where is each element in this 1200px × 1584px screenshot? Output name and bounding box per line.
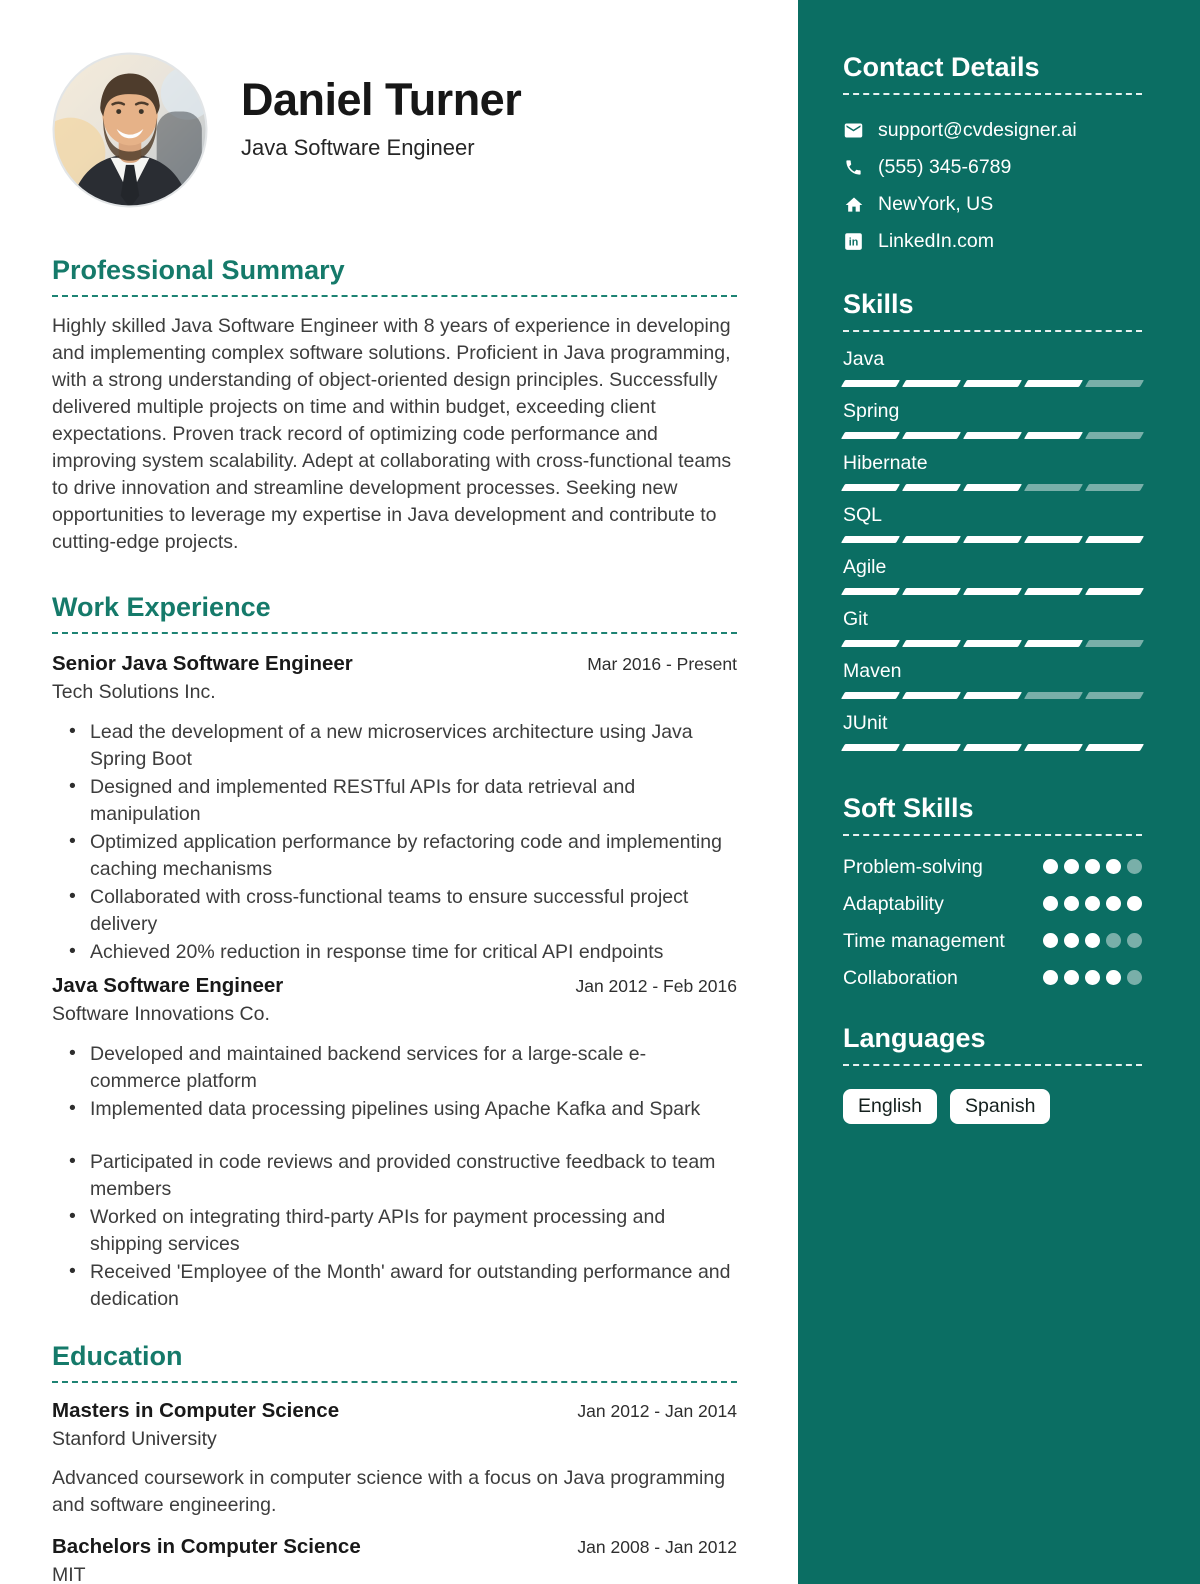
job-bullet-list <box>52 1041 737 1313</box>
skill-level-bar <box>843 484 1142 491</box>
soft-skill-rating <box>1043 965 1142 985</box>
skill-row <box>843 504 1142 543</box>
contact-list <box>843 119 1142 253</box>
language-pill-spanish: Spanish <box>950 1089 1050 1124</box>
job-entry <box>52 652 737 966</box>
job-bullet: • Worked on integrating third-party APIs for payment processing and shipping services <box>69 1204 737 1258</box>
education-dates: Jan 2012 - Jan 2014 <box>577 1401 737 1421</box>
education-header <box>52 1399 737 1423</box>
skill-name: Hibernate <box>843 452 928 474</box>
job-bullet: • Developed and maintained backend services for a large-scale e-commerce platform <box>69 1041 737 1095</box>
soft-skill-rating <box>1043 928 1142 948</box>
job-bullet: • Received 'Employee of the Month' award for outstanding performance and dedication <box>69 1259 737 1313</box>
skill-level-bar <box>843 380 1142 387</box>
soft-skill-name: Collaboration <box>843 967 958 989</box>
education-degree: Bachelors in Computer Science <box>52 1535 361 1558</box>
skill-row <box>843 452 1142 491</box>
skill-row <box>843 660 1142 699</box>
summary-text: Highly skilled Java Software Engineer with 8 years of experience in developing and implementing complex software solutions. Proficient in Java programming, with a strong understanding of object-oriented design principles. Successfully delivered multiple projects on time and within budget, exceeding client expectations. Proven track record of optimizing code performance and improving system scalability. Adept at collaborating with cross-functional teams to drive innovation and streamline development processes. Seeking new opportunities to leverage my expertise in Java development and contribute to cutting-edge projects. <box>52 315 732 553</box>
contact-email-text: support@cvdesigner.ai <box>878 119 1077 141</box>
education-degree: Masters in Computer Science <box>52 1399 340 1422</box>
job-dates: Mar 2016 - Present <box>587 654 737 674</box>
education-dates: Jan 2008 - Jan 2012 <box>577 1537 737 1557</box>
language-list <box>843 1089 1142 1124</box>
person-title: Java Software Engineer <box>241 135 475 161</box>
resume-header <box>52 52 737 208</box>
job-company: Tech Solutions Inc. <box>52 681 216 703</box>
skill-row <box>843 400 1142 439</box>
skills-heading: Skills <box>843 289 1142 332</box>
soft-skill-name: Problem-solving <box>843 856 983 878</box>
soft-skill-name: Time management <box>843 930 1005 952</box>
skill-name: SQL <box>843 504 883 526</box>
identity-block <box>241 52 521 161</box>
work-heading: Work Experience <box>52 592 737 634</box>
email-icon <box>843 120 864 141</box>
soft-skill-row <box>843 854 1142 880</box>
soft-skill-rating <box>1043 891 1142 911</box>
soft-skill-name: Adaptability <box>843 893 944 915</box>
job-bullet: • Achieved 20% reduction in response time for critical API endpoints <box>69 939 737 966</box>
contact-heading: Contact Details <box>843 52 1142 95</box>
education-entry <box>52 1535 737 1584</box>
skill-row <box>843 556 1142 595</box>
job-header <box>52 652 737 676</box>
skill-name: Java <box>843 348 885 370</box>
linkedin-icon <box>843 231 864 252</box>
skill-name: Spring <box>843 400 900 422</box>
job-entry <box>52 974 737 1313</box>
education-school: MIT <box>52 1564 86 1584</box>
skill-name: Agile <box>843 556 887 578</box>
education-school: Stanford University <box>52 1428 217 1450</box>
skill-name: Maven <box>843 660 902 682</box>
job-title: Senior Java Software Engineer <box>52 652 353 675</box>
summary-heading: Professional Summary <box>52 255 737 297</box>
section-skills <box>843 289 1142 751</box>
contact-linkedin-text: LinkedIn.com <box>878 230 994 252</box>
skill-list <box>843 348 1142 751</box>
home-icon <box>843 194 864 215</box>
job-bullet: • Participated in code reviews and provided constructive feedback to team members <box>69 1149 737 1203</box>
phone-icon <box>843 157 864 178</box>
skill-level-bar <box>843 588 1142 595</box>
profile-photo <box>52 52 208 208</box>
contact-location-text: NewYork, US <box>878 193 994 215</box>
contact-item-linkedin[interactable] <box>843 230 1142 253</box>
skill-level-bar <box>843 432 1142 439</box>
sidebar <box>798 0 1200 1584</box>
languages-heading: Languages <box>843 1023 1142 1066</box>
section-languages <box>843 1023 1142 1124</box>
soft-skill-rating <box>1043 854 1142 874</box>
skill-row <box>843 608 1142 647</box>
section-soft-skills <box>843 793 1142 991</box>
soft-skill-row <box>843 965 1142 991</box>
skill-level-bar <box>843 640 1142 647</box>
job-dates: Jan 2012 - Feb 2016 <box>575 976 737 996</box>
job-title: Java Software Engineer <box>52 974 284 997</box>
skill-name: JUnit <box>843 712 888 734</box>
education-entry <box>52 1399 737 1519</box>
section-work-experience <box>52 592 737 1313</box>
contact-item-email[interactable] <box>843 119 1142 142</box>
education-header <box>52 1535 737 1559</box>
job-bullet: • Collaborated with cross-functional teams to ensure successful project delivery <box>69 884 737 938</box>
education-heading: Education <box>52 1341 737 1383</box>
job-bullet: • Lead the development of a new microservices architecture using Java Spring Boot <box>69 719 737 773</box>
person-name: Daniel Turner <box>241 74 522 125</box>
job-header <box>52 974 737 998</box>
section-education <box>52 1341 737 1584</box>
language-pill-english: English <box>843 1089 937 1124</box>
job-bullet: • Implemented data processing pipelines using Apache Kafka and Spark <box>69 1096 737 1123</box>
avatar <box>52 52 208 208</box>
section-contact-details <box>843 52 1142 253</box>
job-company: Software Innovations Co. <box>52 1003 270 1025</box>
contact-phone-text: (555) 345-6789 <box>878 156 1012 178</box>
skill-name: Git <box>843 608 868 630</box>
job-bullet: • Optimized application performance by refactoring code and implementing caching mechanisms <box>69 829 737 883</box>
soft-skill-row <box>843 891 1142 917</box>
contact-item-location <box>843 193 1142 216</box>
skill-level-bar <box>843 744 1142 751</box>
section-professional-summary <box>52 255 737 556</box>
soft-skill-list <box>843 854 1142 991</box>
job-bullet: • Designed and implemented RESTful APIs for data retrieval and manipulation <box>69 774 737 828</box>
skill-level-bar <box>843 692 1142 699</box>
skill-row <box>843 712 1142 751</box>
skill-level-bar <box>843 536 1142 543</box>
job-bullet-list <box>52 719 737 966</box>
soft-skill-row <box>843 928 1142 954</box>
contact-item-phone <box>843 156 1142 179</box>
svg-text:in: in <box>848 236 859 249</box>
skill-row <box>843 348 1142 387</box>
soft-skills-heading: Soft Skills <box>843 793 1142 836</box>
education-description: Advanced coursework in computer science with a focus on Java programming and software engineering. <box>52 1467 726 1516</box>
